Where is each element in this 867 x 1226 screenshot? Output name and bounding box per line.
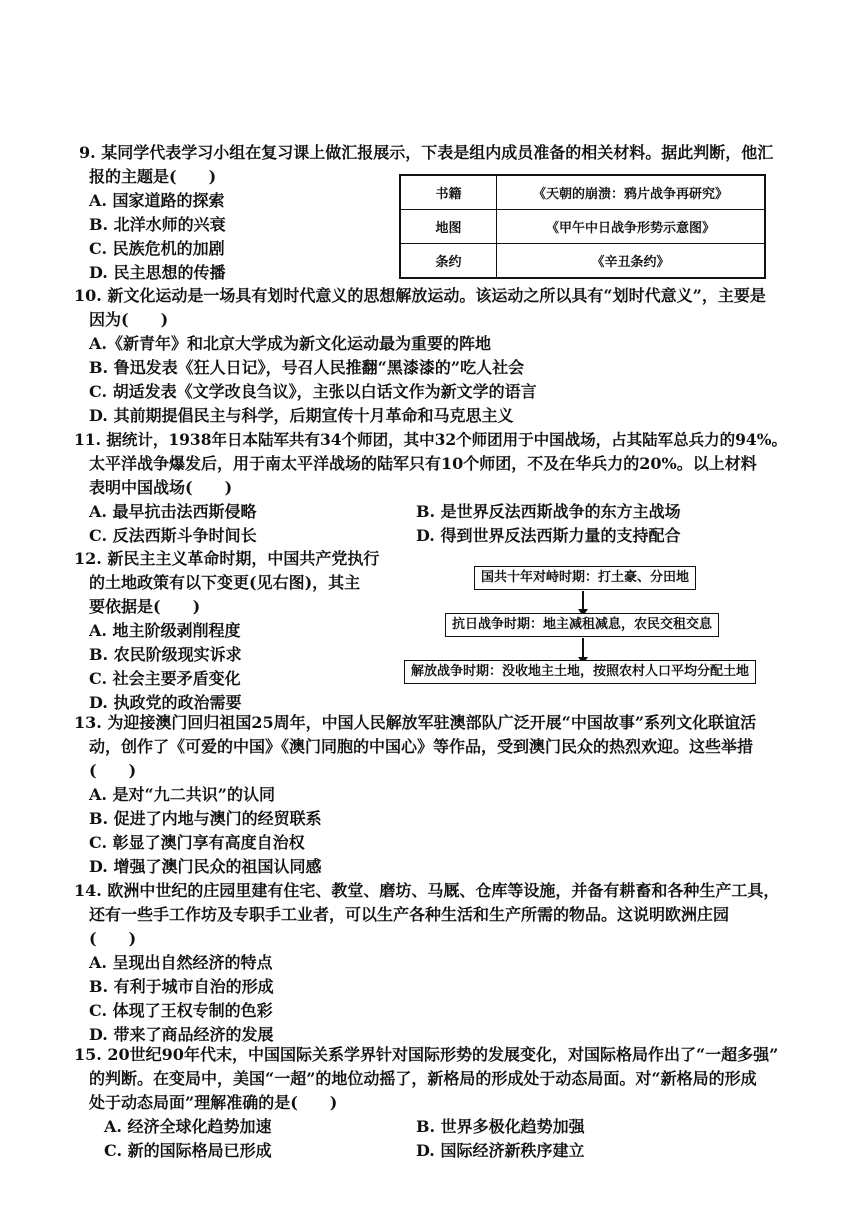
q11-option-a: A. 最早抗击法西斯侵略 [89, 502, 257, 521]
q9-option-a: A. 国家道路的探索 [89, 191, 225, 210]
q15-option-b: B. 世界多极化趋势加强 [416, 1117, 585, 1136]
q10-option-b: B. 鲁迅发表《狂人日记》，号召人民推翻“黑漆漆的”吃人社会 [89, 358, 525, 377]
q14-option-b: B. 有利于城市自治的形成 [89, 977, 274, 996]
table-row [400, 210, 765, 244]
q9-option-d: D. 民主思想的传播 [89, 263, 226, 282]
q15-stem-line2: 的判断。在变局中，美国“一超”的地位动摇了，新格局的形成处于动态局面。对“新格局的形成 [89, 1069, 757, 1088]
q10-option-c: C. 胡适发表《文学改良刍议》，主张以白话文作为新文学的语言 [89, 382, 537, 401]
q11-stem-line2: 太平洋战争爆发后，用于南太平洋战场的陆军只有10个师团，不及在华兵力的20%。以上材料 [89, 454, 757, 473]
q12-stem-line2: 的土地政策有以下变更(见右图)，其主 [89, 573, 361, 592]
q15-option-c: C. 新的国际格局已形成 [104, 1141, 272, 1160]
q9-option-b: B. 北洋水师的兴衰 [89, 215, 226, 234]
q13-stem-line3: ( ) [89, 761, 137, 780]
q12-option-d: D. 执政党的政治需要 [89, 693, 242, 712]
table-value: 《辛丑条约》 [497, 244, 766, 279]
q14-stem-line2: 还有一些手工作坊及专职手工业者，可以生产各种生活和生产所需的物品。这说明欧洲庄园 [89, 905, 730, 924]
q9-option-c: C. 民族危机的加剧 [89, 239, 225, 258]
q15-option-d: D. 国际经济新秩序建立 [416, 1141, 585, 1160]
q14-option-d: D. 带来了商品经济的发展 [89, 1025, 274, 1044]
q12-option-a: A. 地主阶级剥削程度 [89, 621, 241, 640]
q13-option-c: C. 彰显了澳门享有高度自治权 [89, 833, 305, 852]
q14-stem-line3: ( ) [89, 929, 137, 948]
q13-option-b: B. 促进了内地与澳门的经贸联系 [89, 809, 322, 828]
q14-stem-line1: 14. 欧洲中世纪的庄园里建有住宅、教堂、磨坊、马厩、仓库等设施，并备有耕畜和各种生产工具， [74, 881, 780, 900]
q13-option-a: A. 是对“九二共识”的认同 [89, 785, 275, 804]
flow-arrow [582, 591, 584, 610]
q13-stem-line2: 动，创作了《可爱的中国》《澳门同胞的中国心》等作品，受到澳门民众的热烈欢迎。这些举措 [89, 737, 754, 756]
flow-arrow [582, 638, 584, 658]
q9-stem-line2: 报的主题是( ) [89, 167, 217, 186]
q11-stem-line3: 表明中国战场( ) [89, 478, 233, 497]
q10-stem-line1: 10. 新文化运动是一场具有划时代意义的思想解放运动。该运动之所以具有“划时代意义”，主要是 [74, 286, 766, 305]
q10-option-a: A.《新青年》和北京大学成为新文化运动最为重要的阵地 [89, 334, 491, 353]
table-row [400, 175, 765, 210]
flow-box-period3: 解放战争时期：没收地主土地，按照农村人口平均分配土地 [404, 660, 756, 684]
q14-option-a: A. 呈现出自然经济的特点 [89, 953, 273, 972]
q13-stem-line1: 13. 为迎接澳门回归祖国25周年，中国人民解放军驻澳部队广泛开展“中国故事”系列文化联谊活 [74, 713, 757, 732]
q12-stem-line3: 要依据是( ) [89, 597, 201, 616]
q13-option-d: D. 增强了澳门民众的祖国认同感 [89, 857, 322, 876]
flow-box-period2: 抗日战争时期：地主减租减息，农民交租交息 [445, 613, 719, 637]
q10-stem-line2: 因为( ) [89, 310, 169, 329]
q11-option-b: B. 是世界反法西斯战争的东方主战场 [416, 502, 681, 521]
q9-material-table [399, 174, 766, 279]
q11-option-c: C. 反法西斯斗争时间长 [89, 526, 257, 545]
table-key: 地图 [400, 210, 497, 244]
q15-stem-line3: 处于动态局面”理解准确的是( ) [89, 1093, 338, 1112]
q12-option-c: C. 社会主要矛盾变化 [89, 669, 241, 688]
q12-option-b: B. 农民阶级现实诉求 [89, 645, 242, 664]
table-value: 《天朝的崩溃：鸦片战争再研究》 [497, 175, 766, 210]
q10-option-d: D. 其前期提倡民主与科学，后期宣传十月革命和马克思主义 [89, 406, 514, 425]
q15-option-a: A. 经济全球化趋势加速 [104, 1117, 272, 1136]
flow-box-period1: 国共十年对峙时期：打土豪、分田地 [474, 566, 696, 590]
table-key: 条约 [400, 244, 497, 279]
q11-option-d: D. 得到世界反法西斯力量的支持配合 [416, 526, 681, 545]
table-row [400, 244, 765, 279]
table-key: 书籍 [400, 175, 497, 210]
q14-option-c: C. 体现了王权专制的色彩 [89, 1001, 273, 1020]
q11-stem-line1: 11. 据统计，1938年日本陆军共有34个师团，其中32个师团用于中国战场，占其陆军总兵力的94%。 [74, 430, 787, 449]
table-value: 《甲午中日战争形势示意图》 [497, 210, 766, 244]
q15-stem-line1: 15. 20世纪90年代末，中国国际关系学界针对国际形势的发展变化，对国际格局作出了“一超多强” [74, 1045, 779, 1064]
q9-stem-line1: 9. 某同学代表学习小组在复习课上做汇报展示，下表是组内成员准备的相关材料。据此判断，他汇 [79, 143, 774, 162]
q12-stem-line1: 12. 新民主主义革命时期，中国共产党执行 [74, 549, 380, 568]
